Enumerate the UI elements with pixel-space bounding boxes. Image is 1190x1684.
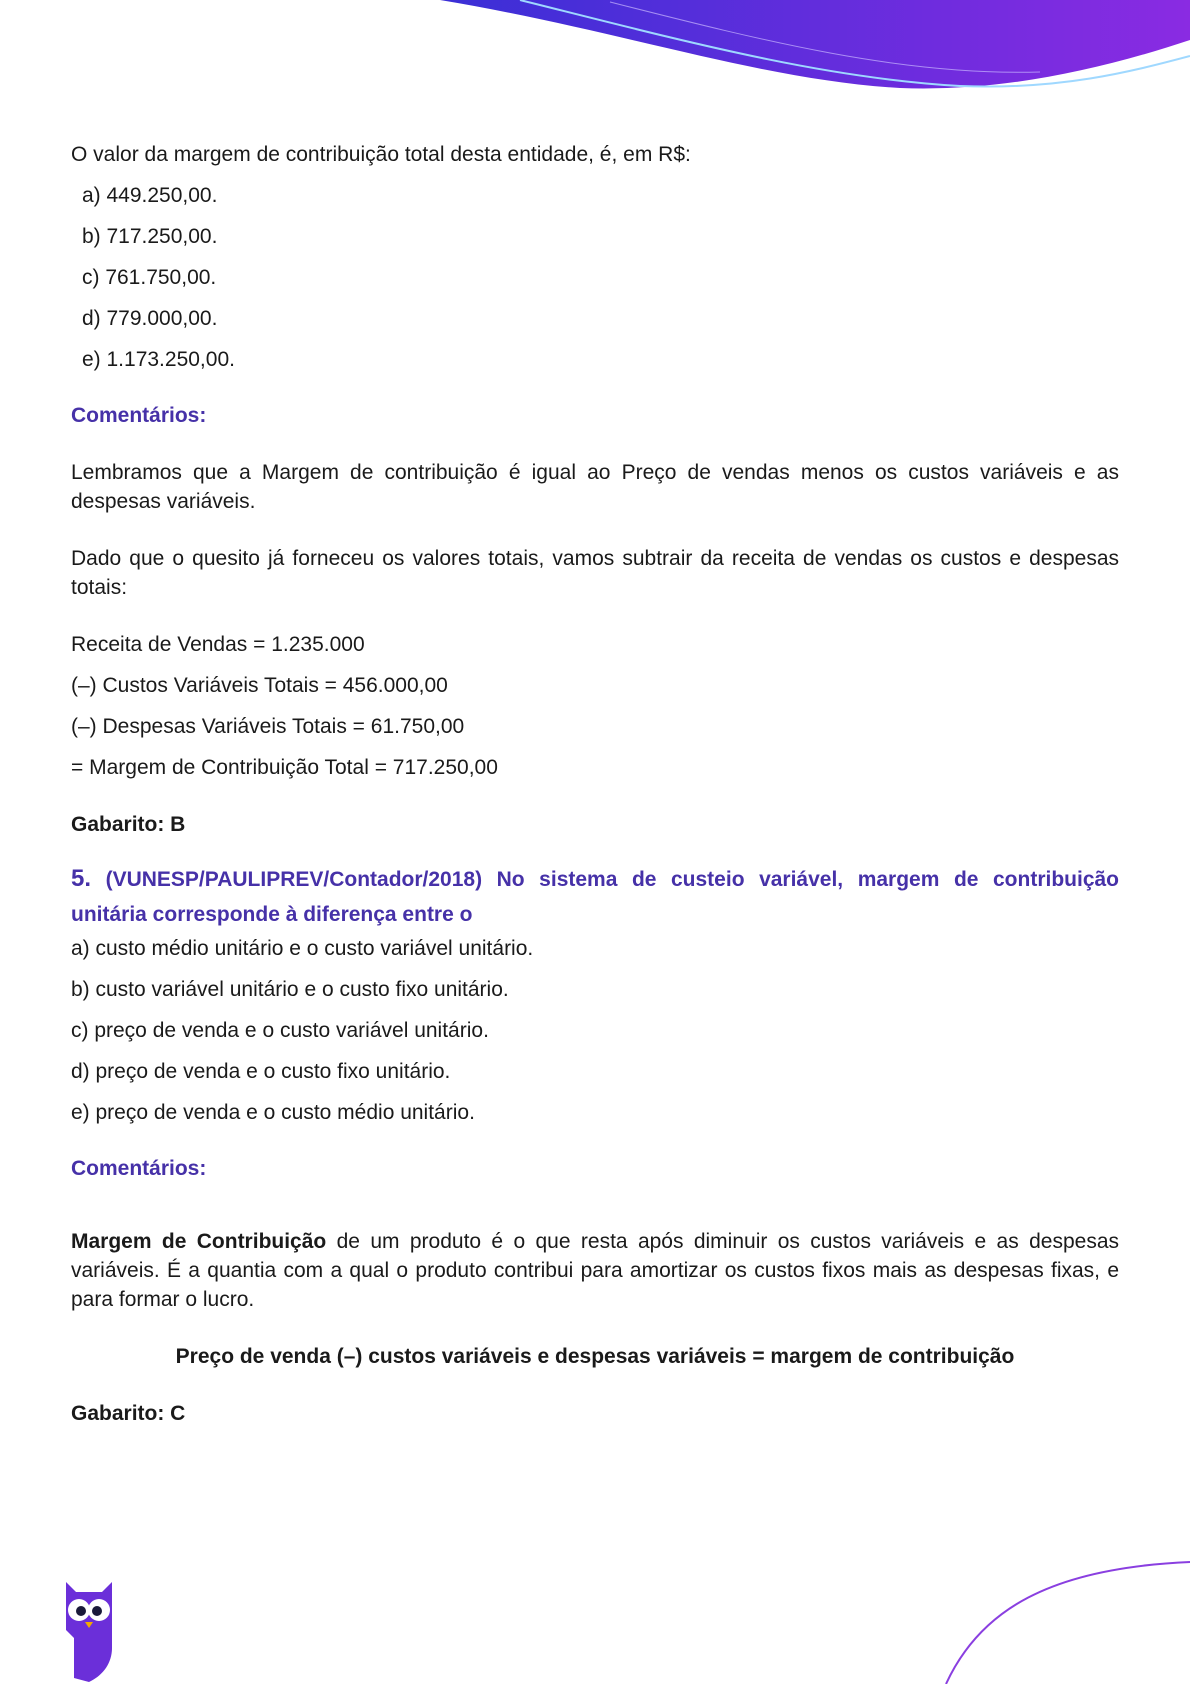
q4-option-d: d) 779.000,00.: [82, 307, 218, 330]
header-wave-decoration: [0, 0, 1190, 100]
calc-line-revenue: Receita de Vendas = 1.235.000: [71, 633, 365, 656]
question5-text: (VUNESP/PAULIPREV/Contador/2018) No sistema de custeio variável, margem de contribuição unitária corresponde à diferença entre o: [71, 868, 1120, 926]
q5-option-e: e) preço de venda e o custo médio unitário.: [71, 1101, 475, 1124]
owl-logo-icon: [62, 1578, 116, 1684]
question5-title: [71, 861, 1119, 932]
q4-comment-paragraph-2: Dado que o quesito já forneceu os valores totais, vamos subtrair da receita de vendas os custos e despesas totais:: [71, 547, 1119, 599]
q4-option-e: e) 1.173.250,00.: [82, 348, 235, 371]
q5-comments-heading: Comentários:: [71, 1157, 207, 1180]
q5-definition-text: de um produto é o que resta após diminuir os custos variáveis e as despesas variáveis. É a quantia com a qual o produto contribui para amortizar os custos fixos mais as despesas fixas, e para formar o lucro.: [71, 1230, 1119, 1311]
q5-option-a: a) custo médio unitário e o custo variável unitário.: [71, 937, 534, 960]
q5-answer-key: Gabarito: C: [71, 1402, 186, 1425]
q5-formula: Preço de venda (–) custos variáveis e despesas variáveis = margem de contribuição: [175, 1345, 1015, 1368]
q5-term-bold: Margem de Contribuição: [71, 1230, 327, 1253]
calc-line-contribution-margin: = Margem de Contribuição Total = 717.250,00: [71, 756, 498, 779]
question4-prompt: O valor da margem de contribuição total desta entidade, é, em R$:: [71, 143, 691, 166]
calc-line-variable-costs: (–) Custos Variáveis Totais = 456.000,00: [71, 674, 448, 697]
q4-option-b: b) 717.250,00.: [82, 225, 218, 248]
q4-option-c: c) 761.750,00.: [82, 266, 217, 289]
q4-option-a: a) 449.250,00.: [82, 184, 218, 207]
calc-line-variable-expenses: (–) Despesas Variáveis Totais = 61.750,00: [71, 715, 465, 738]
document-body: [71, 140, 1119, 1428]
q5-comment-paragraph: [71, 1227, 1119, 1314]
q5-option-c: c) preço de venda e o custo variável unitário.: [71, 1019, 489, 1042]
footer-curve-decoration: [940, 1550, 1190, 1684]
q4-comment-paragraph-1: Lembramos que a Margem de contribuição é igual ao Preço de vendas menos os custos variáveis e as despesas variáveis.: [71, 461, 1119, 513]
q5-option-b: b) custo variável unitário e o custo fixo unitário.: [71, 978, 509, 1001]
question5-number: 5.: [71, 865, 92, 892]
q4-comments-heading: Comentários:: [71, 404, 207, 427]
q4-answer-key: Gabarito: B: [71, 813, 186, 836]
q5-option-d: d) preço de venda e o custo fixo unitário.: [71, 1060, 451, 1083]
